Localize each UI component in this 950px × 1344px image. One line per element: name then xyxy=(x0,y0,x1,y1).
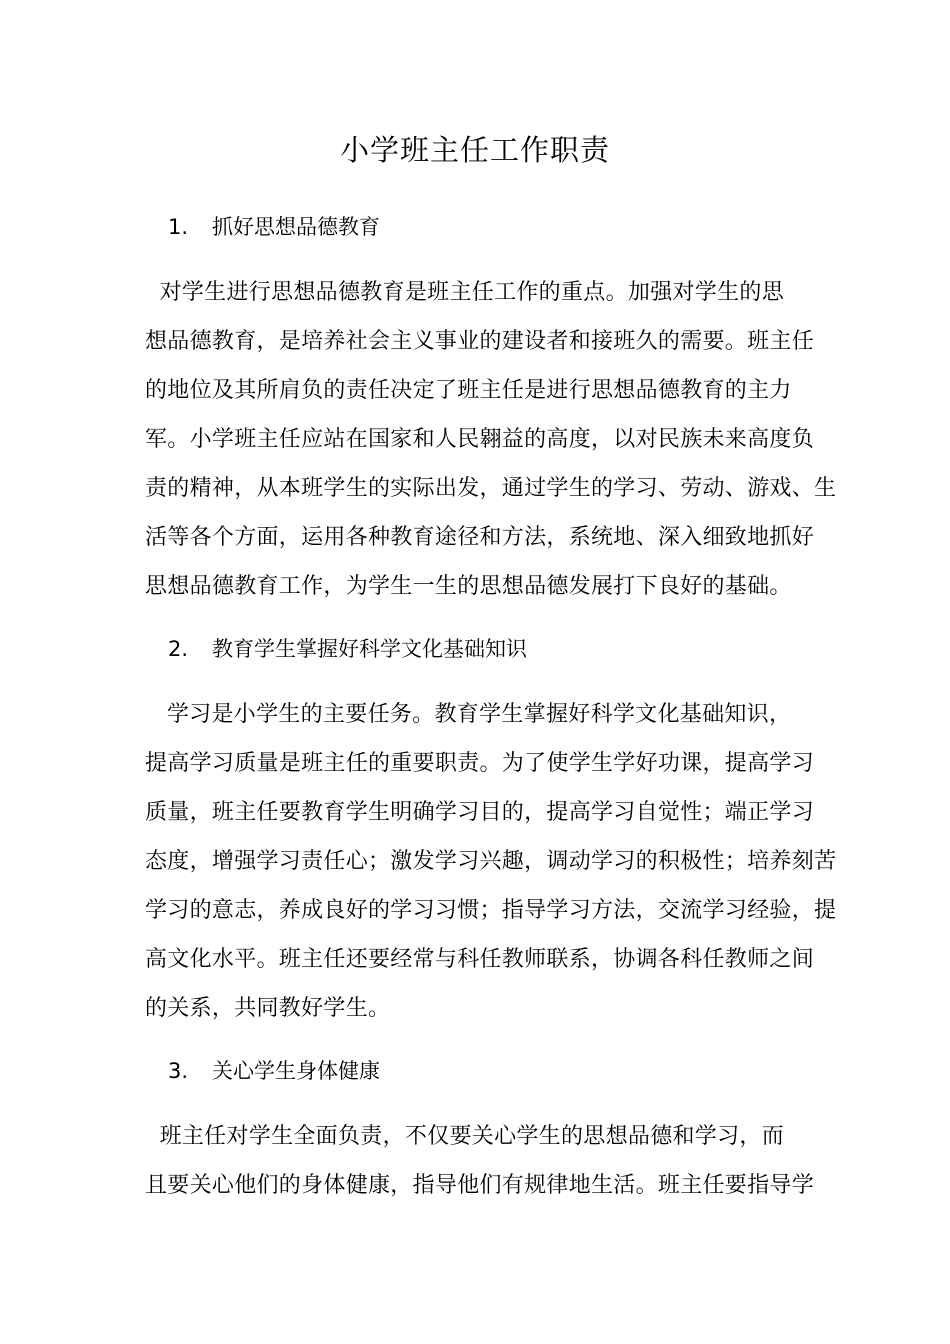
section-heading-text: 抓好思想品德教育 xyxy=(212,215,380,239)
section-number: 3. xyxy=(168,1059,189,1083)
paragraph-line: 对学生进行思想品德教育是班主任工作的重点。加强对学生的思 xyxy=(145,280,784,305)
section-number: 2. xyxy=(168,637,189,661)
document-title: 小学班主任工作职责 xyxy=(339,133,610,167)
paragraph-line: 的关系，共同教好学生。 xyxy=(145,996,391,1021)
paragraph-line: 责的精神，从本班学生的实际出发，通过学生的学习、劳动、游戏、生 xyxy=(145,476,837,501)
paragraph-line: 且要关心他们的身体健康，指导他们有规律地生活。班主任要指导学 xyxy=(145,1173,815,1198)
section-heading-2 xyxy=(168,634,527,664)
section-heading-1 xyxy=(168,212,380,242)
section-heading-3 xyxy=(168,1056,380,1086)
section-heading-text: 关心学生身体健康 xyxy=(212,1059,380,1083)
paragraph-line: 活等各个方面，运用各种教育途径和方法，系统地、深入细致地抓好 xyxy=(145,525,815,550)
paragraph-line: 学习的意志，养成良好的学习习惯；指导学习方法，交流学习经验，提 xyxy=(145,898,837,923)
paragraph-line: 想品德教育，是培养社会主义事业的建设者和接班久的需要。班主任 xyxy=(145,329,815,354)
section-paragraph-1 xyxy=(145,268,837,611)
section-number: 1. xyxy=(168,215,189,239)
section-paragraph-2 xyxy=(145,690,837,1033)
paragraph-line: 班主任对学生全面负责，不仅要关心学生的思想品德和学习，而 xyxy=(145,1124,784,1149)
paragraph-line: 质量，班主任要教育学生明确学习目的，提高学习自觉性；端正学习 xyxy=(145,800,815,825)
paragraph-line: 高文化水平。班主任还要经常与科任教师联系，协调各科任教师之间 xyxy=(145,947,815,972)
paragraph-line: 学习是小学生的主要任务。教育学生掌握好科学文化基础知识， xyxy=(145,702,792,727)
paragraph-line: 思想品德教育工作，为学生一生的思想品德发展打下良好的基础。 xyxy=(145,574,792,599)
section-paragraph-3 xyxy=(145,1112,815,1210)
paragraph-line: 提高学习质量是班主任的重要职责。为了使学生学好功课，提高学习 xyxy=(145,751,815,776)
paragraph-line: 态度，增强学习责任心；激发学习兴趣，调动学习的积极性；培养刻苦 xyxy=(145,849,837,874)
paragraph-line: 军。小学班主任应站在国家和人民翱益的高度，以对民族未来高度负 xyxy=(145,427,815,452)
paragraph-line: 的地位及其所肩负的责任决定了班主任是进行思想品德教育的主力 xyxy=(145,378,792,403)
section-heading-text: 教育学生掌握好科学文化基础知识 xyxy=(212,637,527,661)
